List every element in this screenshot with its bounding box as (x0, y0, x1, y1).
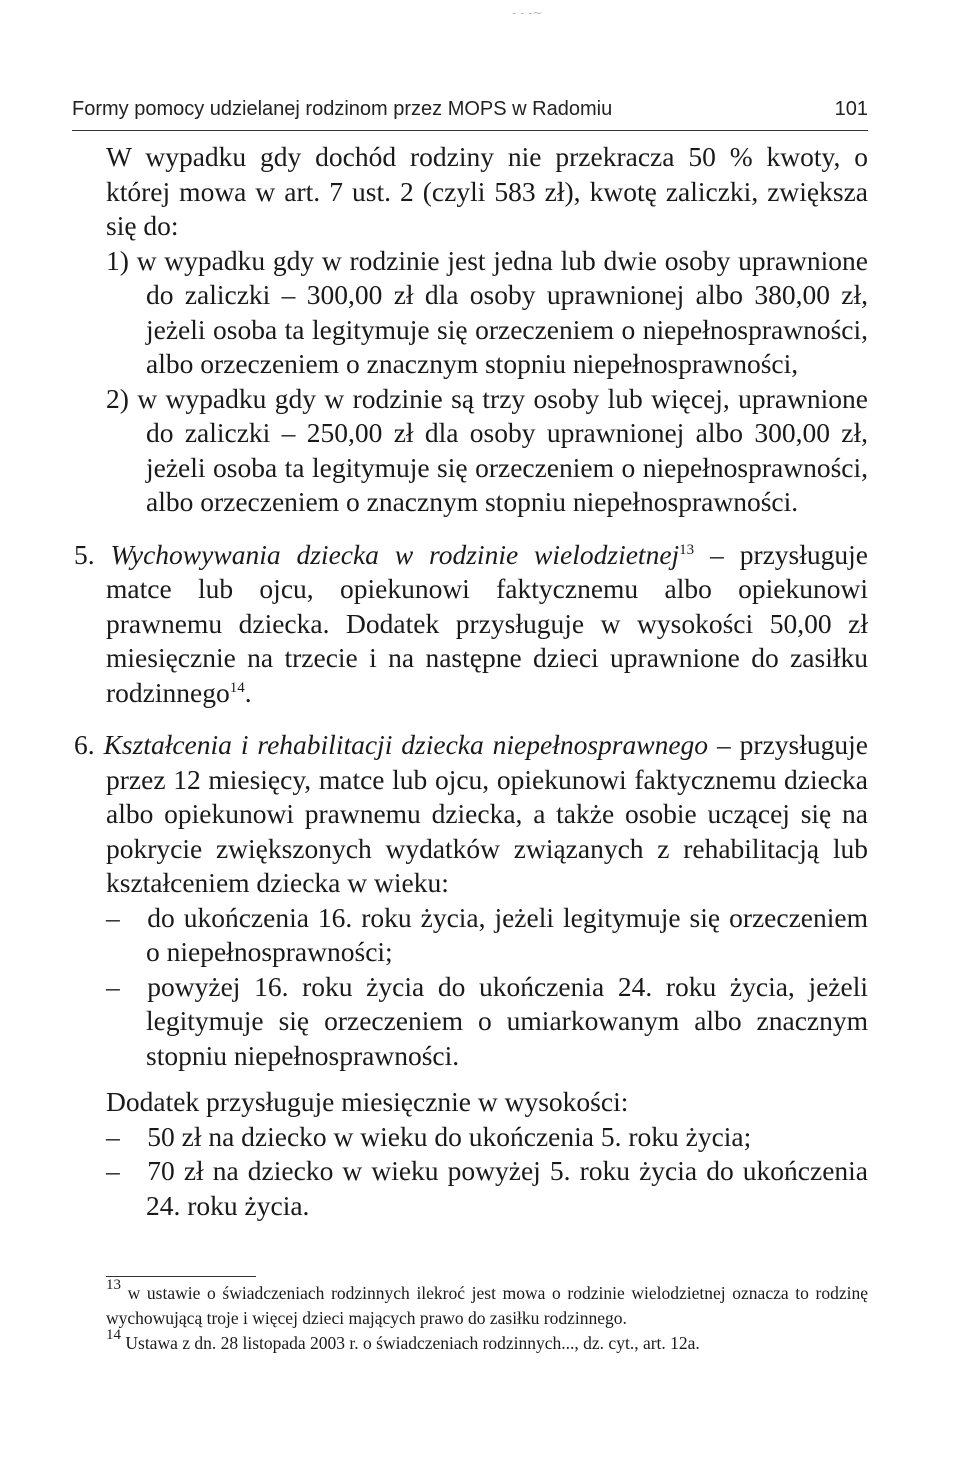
page-number: 101 (834, 98, 868, 120)
dodatek-bullet-1 (106, 1120, 868, 1155)
list-marker-1: 1) (106, 244, 129, 276)
footnote-text: w ustawie o świadczeniach rodzinnych ilekroć jest mowa o rodzinie wielodzietnej oznacza to rodzinę wychowującą troje i więcej dzieci mających prawo do zasiłku rodzinnego. (106, 1283, 868, 1328)
section-5-marker: 5. (74, 538, 95, 570)
bullet-dash: – (106, 970, 120, 1002)
bullet-dash: – (106, 901, 120, 933)
footnote-rule (106, 1276, 256, 1277)
bullet-dash: – (106, 1120, 120, 1152)
footnote-number: 13 (106, 1277, 121, 1293)
running-header (72, 98, 868, 121)
intro-paragraph: W wypadku gdy dochód rodziny nie przekracza 50 % kwoty, o której mowa w art. 7 ust. 2 (czyli 583 zł), kwotę zaliczki, zwiększa się do: (106, 141, 868, 241)
list-marker-2: 2) (106, 382, 129, 414)
section-6-title: Kształcenia i rehabilitacji dziecka niepełnosprawnego (103, 729, 709, 760)
scan-artifact: - - -~ (512, 6, 543, 20)
list-text-1: w wypadku gdy w rodzinie jest jedna lub dwie osoby uprawnione do zaliczki – 300,00 zł dla osoby uprawnionej albo 380,00 zł, jeżeli osoba ta legitymuje się orzeczeniem o niepełnosprawności, albo orzeczeniem o znacznym stopniu niepełnosprawności, (136, 244, 869, 379)
list-item-2 (106, 382, 868, 520)
bullet-text: powyżej 16. roku życia do ukończenia 24. roku życia, jeżeli legitymuje się orzeczeniem o umiarkowanym albo znacznym stopniu niepełnosprawności. (146, 970, 868, 1071)
list-item-1 (106, 244, 868, 382)
header-title: Formy pomocy udzielanej rodzinom przez MOPS w Radomiu (72, 98, 613, 120)
dodatek-intro: Dodatek przysługuje miesięcznie w wysokości: (106, 1086, 629, 1117)
header-rule (72, 130, 868, 131)
section-5-text-a: – przysługuje matce lub ojcu, opiekunowi faktycznemu albo opiekunowi prawnemu dziecka. Dodatek przysługuje w wysokości 50,00 zł miesięcznie na trzecie i na następne dzieci uprawnione do zasiłku rodzinnego (106, 538, 868, 708)
footnote-14 (106, 1327, 868, 1356)
footnote-number: 14 (106, 1327, 121, 1343)
footnote-ref-13[interactable]: 13 (679, 541, 695, 558)
footnote-text: Ustawa z dn. 28 listopada 2003 r. o świadczeniach rodzinnych..., dz. cyt., art. 12a. (121, 1333, 700, 1353)
section-6-text: – przysługuje przez 12 miesięcy, matce lub ojcu, opiekunowi faktycznemu dziecka albo opiekunowi prawnemu dziecka, a także osobie uczącej się na pokrycie zwiększonych wydatków związanych z rehabilitacją lub kształceniem dziecka w wieku: (106, 729, 868, 898)
section-5 (74, 538, 868, 711)
bullet-dash: – (106, 1155, 120, 1186)
section-6-marker: 6. (74, 729, 95, 760)
footnotes (106, 1277, 868, 1356)
bullet-text: 70 zł na dziecko w wieku powyżej 5. roku życia do ukończenia 24. roku życia. (146, 1155, 868, 1221)
section-6-bullet-2 (106, 970, 868, 1074)
footnote-ref-14[interactable]: 14 (229, 679, 245, 696)
footnote-13 (106, 1277, 868, 1331)
section-5-text-b: . (244, 676, 252, 708)
list-text-2: w wypadku gdy w rodzinie są trzy osoby lub więcej, uprawnione do zaliczki – 250,00 zł dla osoby uprawnionej albo 300,00 zł, jeżeli osoba ta legitymuje się orzeczeniem o niepełnosprawności, albo orzeczeniem o znacznym stopniu niepełnosprawności. (137, 382, 869, 517)
section-6-bullet-1 (106, 901, 868, 970)
section-5-title: Wychowywania dziecka w rodzinie wielodzietnej (110, 538, 680, 570)
section-6 (74, 728, 868, 901)
bullet-text: do ukończenia 16. roku życia, jeżeli legitymuje się orzeczeniem o niepełnosprawności; (146, 901, 868, 967)
page-body (74, 140, 869, 1223)
dodatek-bullet-2 (106, 1154, 868, 1223)
bullet-text: 50 zł na dziecko w wieku do ukończenia 5. roku życia; (147, 1120, 752, 1152)
